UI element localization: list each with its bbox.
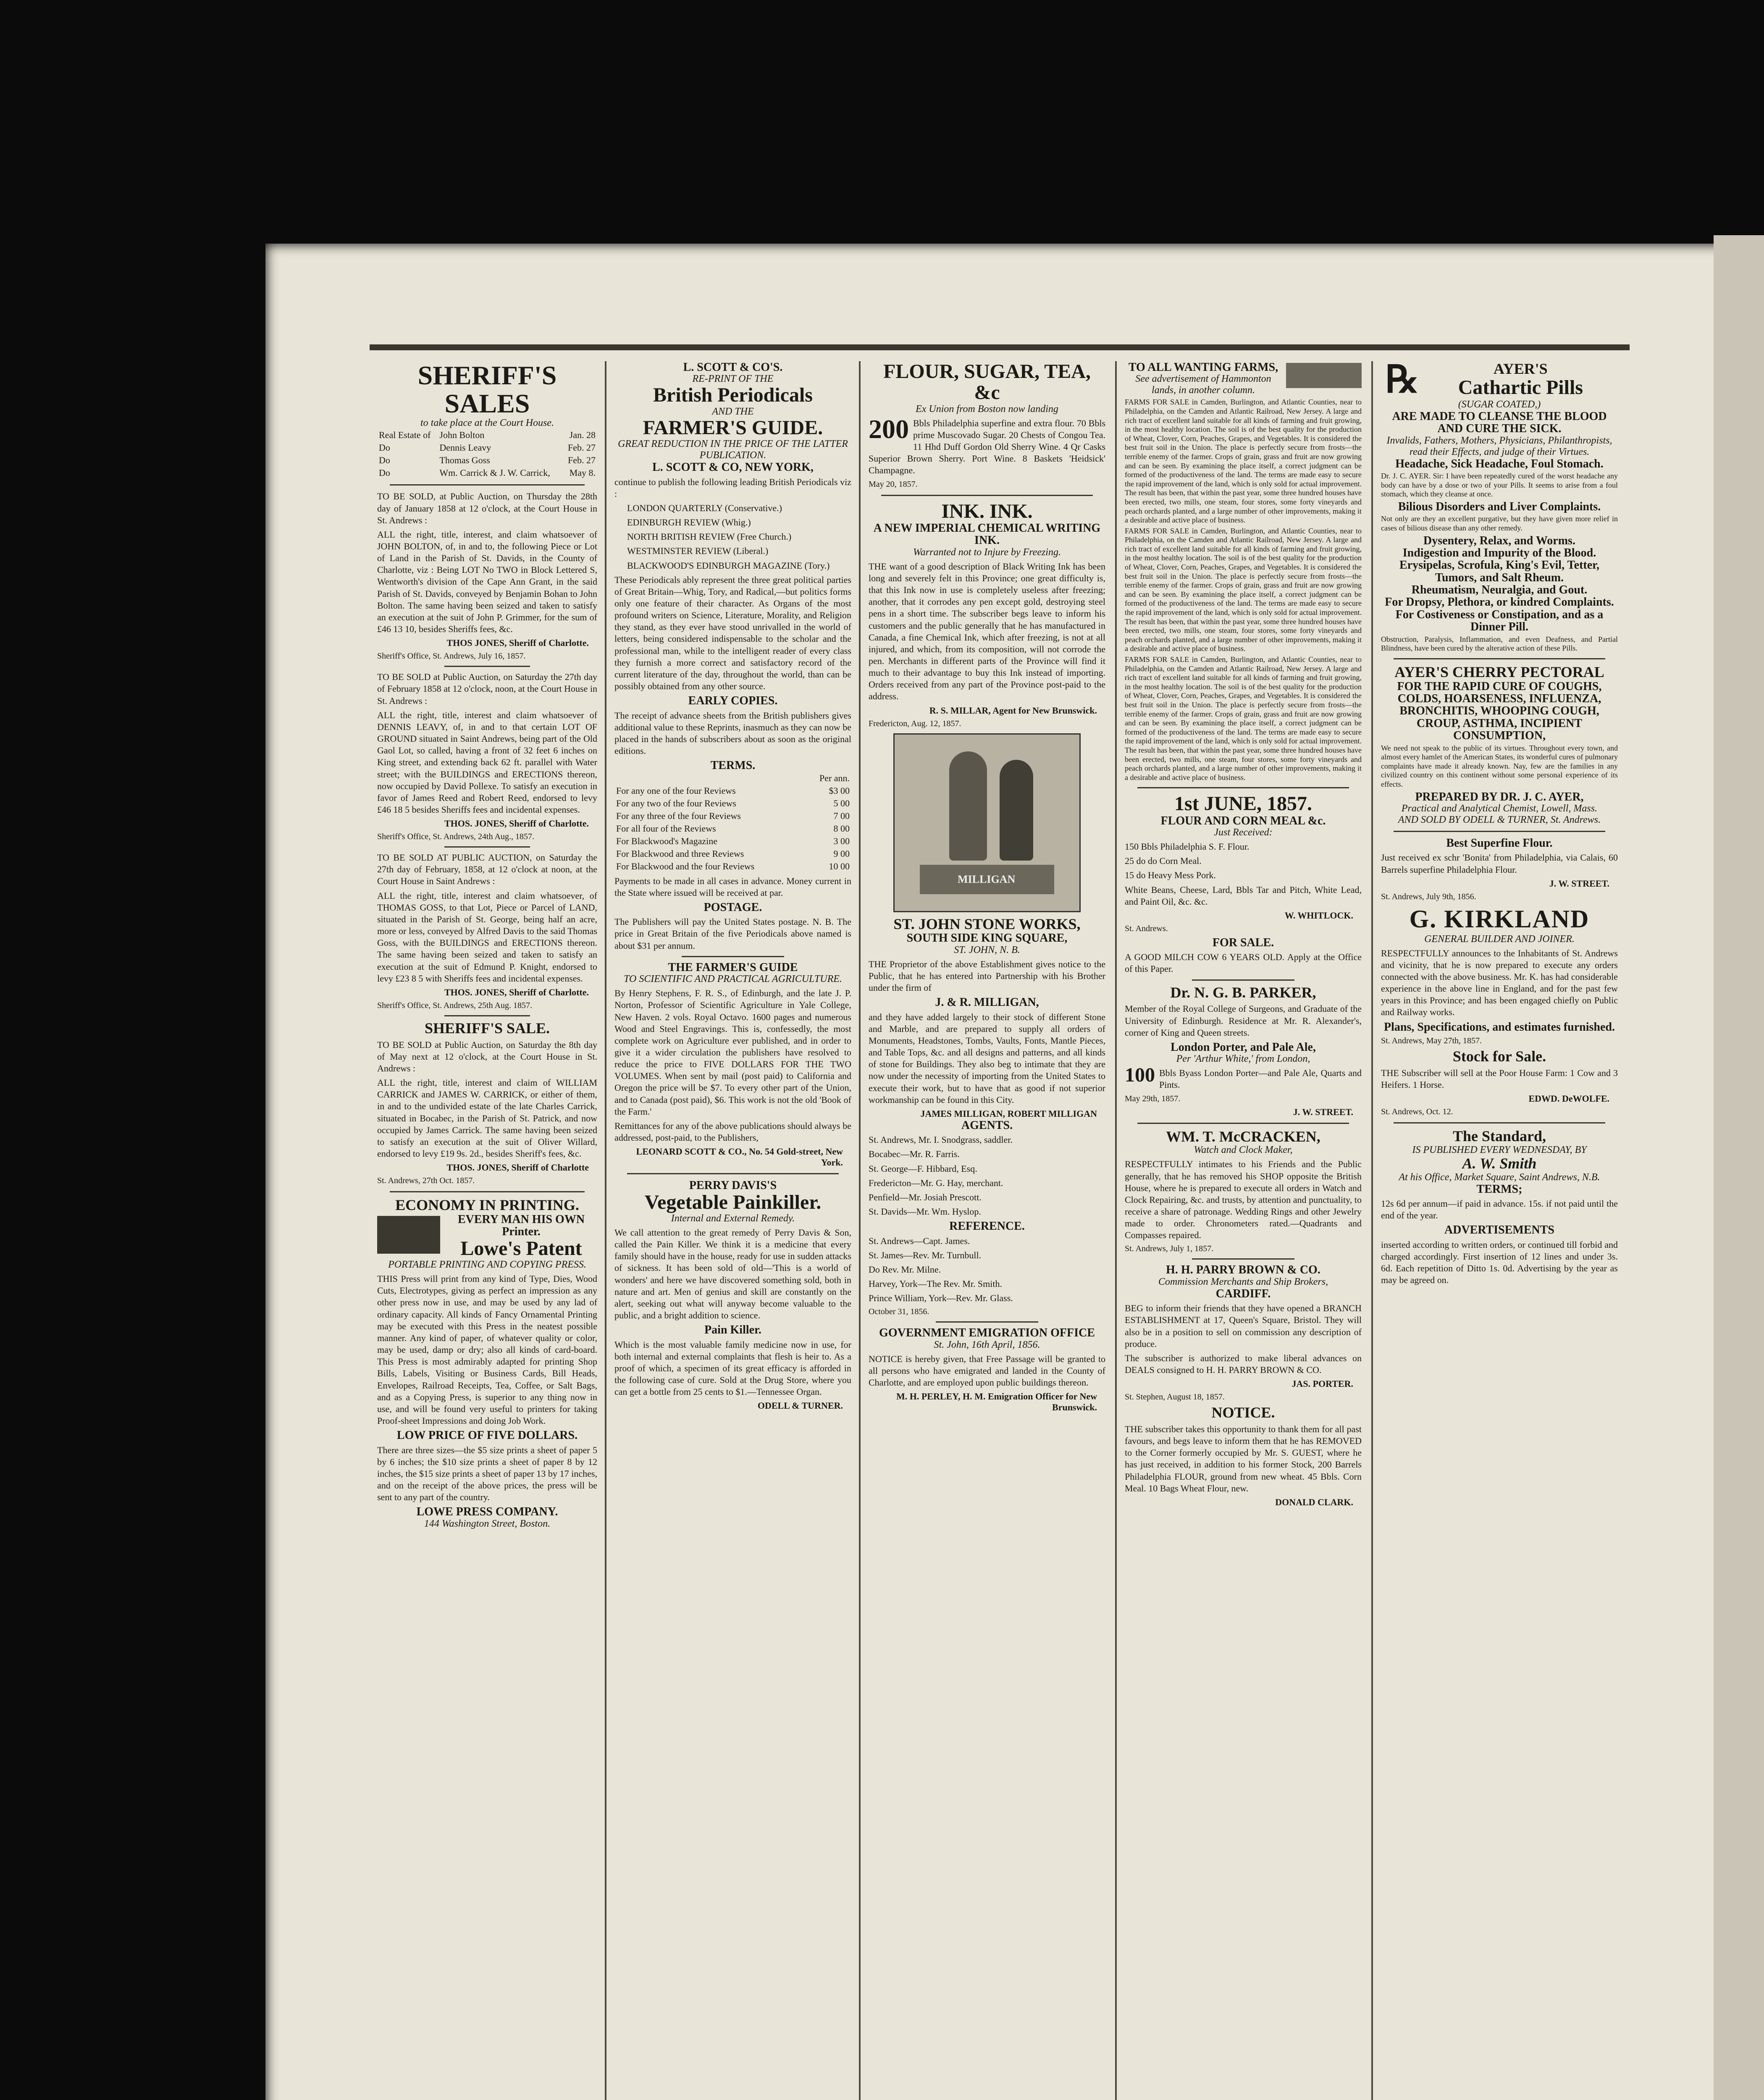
column-3 [861,361,1113,2100]
reference-heading: REFERENCE. [949,1220,1025,1233]
painkiller-body: We call attention to the great remedy of Perry Davis & Son, called the Pain Killer. We think it is a medicine that every family should have in the house, ready for use in sudden attacks of sickness. It has been sold of old—'This is a world of wonders' and here we have discovered something sold, both in nature and art. Men of genius and skill are constantly on the alert, seeking out what will anyway become valuable to the public, and a bright addition to science. [614,1227,851,1321]
stone-works-signature: JAMES MILLIGAN, ROBERT MILLIGAN [920,1108,1097,1119]
flour-count: 200 [869,414,909,444]
ink-subtitle: A NEW IMPERIAL CHEMICAL WRITING INK. [873,521,1101,547]
doctor-title: Dr. N. G. B. PARKER, [1170,984,1316,1001]
mccracken-body: RESPECTFULLY intimates to his Friends and the Public generally, that he has removed his SHOP opposite the British House, where he is prepared to execute all orders in Watch and Clock Repairing, &c. and trusts, by attention and punctuality, to receive a share of patronage. Wedding Rings and other Jewelry made to order. Chronometers rated.—Quadrants and Compasses repaired. [1125,1159,1362,1241]
emigration-subheading: St. John, 16th April, 1856. [934,1339,1040,1350]
lowe-title: Lowe's Patent [460,1237,582,1260]
schedule-row: Do Dennis Leavy Feb. 27 [379,442,596,453]
schedule-row: Do Thomas Goss Feb. 27 [379,455,596,466]
sale-lead: TO BE SOLD, at Public Auction, on Thursday the 28th day of January 1858 at 12 o'clock, at the Court House in St. Andrews : [377,491,597,525]
sales-schedule [377,429,597,479]
stone-works-engraving [893,733,1081,912]
painkiller-title: Vegetable Painkiller. [644,1191,822,1213]
scott-top: L. SCOTT & CO'S. [683,361,783,374]
farmers-guide-title: FARMER'S GUIDE. [643,416,823,439]
publisher-name: L. SCOTT & CO, NEW YORK, [652,461,814,474]
ayer-subtitle: Invalids, Fathers, Mothers, Physicians, Philanthropists, read their Effects, and judge of their Virtues. [1386,435,1612,457]
sale-lead: TO BE SOLD at Public Auction, on Saturday the 8th day of May next at 12 o'clock, at the Court House in St. Andrews : [377,1039,597,1074]
flour-cornmeal-item: 15 do Heavy Mess Pork. [1125,870,1216,881]
agents-heading: AGENTS. [961,1118,1013,1132]
sale-signature: THOS. JONES, Sheriff of Charlotte [446,1162,589,1173]
figure-mason-icon [1000,760,1033,861]
farms-body-continued: FARMS FOR SALE in Camden, Burlington, and Atlantic Counties, near to Philadelphia, on the Camden and Atlantic Railroad, New Jersey. A large and rich tract of excellent land suitable for all kinds of farming and fruit growing, in the most healthy location. The soil is of the best quality for the production of Wheat, Clover, Corn, Peaches, Grapes, and Vegetables. It is considered the best fruit soil in the Union. The place is perfectly secure from frosts—the terrible enemy of the farmer. Crops of grain, grass and fruit are now growing and can be seen. By examining the place itself, a correct judgment can be formed of the productiveness of the land. The terms are made easy to secure the rapid improvement of the land, which is only sold for actual improvement. The result has been, that within the past year, some three hundred houses have been erected, two mills, one steam, four stores, some forty vineyards and peach orchards planted, and a large number of other improvements, making it a desirable and active place of business. [1125,526,1362,653]
stone-works-city: ST. JOHN, N. B. [954,944,1020,956]
ayer-section-body: Dr. J. C. AYER. Sir: I have been repeatedly cured of the worst headache any body can have by a dose or two of your Pills. It seems to arise from a foul stomach, which they cleanse at once. [1381,472,1618,499]
column-2 [607,361,859,2100]
ink-signature: R. S. MILLAR, Agent for New Brunswick. [929,705,1097,716]
column-rule [1115,361,1117,2100]
ayer-section-heading: For Costiveness or Constipation, and as a Dinner Pill. [1395,608,1604,634]
reference-item: St. James—Rev. Mr. Turnbull. [869,1250,982,1260]
terms-note: Payments to be made in all cases in advance. Money current in the State where issued will be received at par. [614,875,851,898]
postage-heading: POSTAGE. [704,900,762,914]
ink-body: THE want of a good description of Black Writing Ink has been long and severely felt in this Province; one great difficulty is, that this Ink now in use is completely useless after freezing; another, that it corrodes any pen except gold, destroying steel pens in a short time. The subscriber begs leave to inform his customers and the public generally that he has manufactured in Canada, a fine Chemical Ink, which after freezing, is not at all injured, and which, from its composition, will not corrode the pen. Merchants in different parts of the Province will find it much to their advantage to buy this Ink instead of importing. Orders received from any part of the Province post-paid to the address. [869,561,1105,702]
press-block [377,1213,597,1259]
sale-body: ALL the right, title, interest, and claim whatsoever of JOHN BOLTON, of, in and to, the following Piece or Lot of Land in the Parish of St. Davids, in the County of Charlotte, viz : Being LOT No TWO in Block Lettered S, Wentworth's division of the Cape Ann Grant, in the said Parish of St. Davids, conveyed by Benjamin Bohan to John Bolton. The same having been seized and taken to satisfy an execution at the suit of John P. Grimmer, for the sum of £46 13 10, besides Sheriffs fees, &c. [377,529,597,635]
agent-item: Fredericton—Mr. G. Hay, merchant. [869,1177,1003,1188]
flour-items: Bbls Philadelphia superfine and extra flour. 70 Bbls prime Muscovado Sugar. 20 Chests of Congou Tea. 11 Hhd Duff Gordon Old Sherry Wine. 4 Qr Casks Superior Brown Sherry. Port Wine. 8 Baskets 'Heidsick' Champagne. [869,417,1105,476]
emigration-body: NOTICE is hereby given, that Free Passage will be granted to all persons who have emigrated and landed in the County of Charlotte, and are employed upon public buildings thereon. [869,1353,1105,1388]
reference-item: St. Andrews—Capt. James. [869,1235,970,1246]
column-rule [859,361,861,2100]
perry-davis-top: PERRY DAVIS'S [689,1179,777,1192]
lowe-company: LOWE PRESS COMPANY. [416,1505,558,1519]
lowe-price: LOW PRICE OF FIVE DOLLARS. [396,1429,578,1442]
periodical-item: LONDON QUARTERLY (Conservative.) [627,502,782,513]
terms-row: For Blackwood and the four Reviews 10 00 [616,861,850,872]
lowe-address: 144 Washington Street, Boston. [424,1518,551,1529]
rx-symbol-icon: ℞ [1385,361,1419,401]
stone-works-firm: J. & R. MILLIGAN, [935,996,1039,1009]
terms-heading: TERMS. [710,759,756,772]
parry-brown-signature: JAS. PORTER. [1292,1378,1353,1389]
lowe-sizes: There are three sizes—the $5 size prints a sheet of paper 5 by 6 inches; the $10 size prints a sheet of paper 8 by 12 inches, the $15 size prints a sheet of paper 13 by 17 inches, and on the receipt of the above prices, the press will be sent to any part of the country. [377,1444,597,1503]
porter-date: May 29th, 1857. [1125,1094,1181,1103]
notice-signature: DONALD CLARK. [1275,1496,1353,1507]
standard-publisher: A. W. Smith [1462,1155,1537,1172]
figure-statue-icon [949,751,987,861]
standard-office: At his Office, Market Square, Saint Andrews, N.B. [1399,1171,1600,1183]
sale-body: ALL the right, title, interest and claim of WILLIAM CARRICK and JAMES W. CARRICK, or either of them, in and to the undivided estate of the late Charles Carrick, situated in Bocabec, in the Parish of St. Patrick, and now occupied by James Carrick. The same having been seized to satisfy an execution at the suit of Oliver Willard, endorsed to levy £19 9s. 2d., besides Sheriff's fees, &c. [377,1077,597,1159]
flour-intro: Ex Union from Boston now landing [916,403,1058,415]
british-periodicals-title: British Periodicals [653,384,813,407]
agent-item: St. George—F. Hibbard, Esq. [869,1163,977,1174]
terms-row: For any two of the four Reviews 5 00 [616,798,850,808]
standard-terms-body: 12s 6d per annum—if paid in advance. 15s. if not paid until the end of the year. [1381,1198,1618,1221]
porter-body: Bbls Byass London Porter—and Pale Ale, Quarts and Pints. [1159,1068,1362,1090]
sheriffs-sales-title: SHERIFF'S SALES [417,361,557,419]
kirkland-plans: Plans, Specifications, and estimates furnished. [1384,1020,1615,1034]
ayer-section-heading: Erysipelas, Scrofula, King's Evil, Tetter, Tumors, and Salt Rheum. [1399,559,1600,584]
guide-subheading: TO SCIENTIFIC AND PRACTICAL AGRICULTURE. [624,974,842,985]
periodical-item: NORTH BRITISH REVIEW (Free Church.) [627,531,792,542]
superfine-flour-signature: J. W. STREET. [1549,878,1609,889]
ink-warranty: Warranted not to Injure by Freezing. [913,546,1061,558]
ayer-title: AYER'S [1493,361,1548,377]
ink-title: INK. INK. [941,500,1033,522]
sale-signature: THOS. JONES, Sheriff of Charlotte. [444,987,589,998]
pain-killer-body: Which is the most valuable family medicine now in use, for both internal and external complaints that flesh is heir to. As a proof of which, a specimen of its great efficacy is afforded in the following case of cure. Sold at the Drug Store, where you can get a bottle from 25 cents to $1.—Tennessee Organ. [614,1339,851,1397]
pain-killer-heading: Pain Killer. [704,1323,761,1337]
farms-body: FARMS FOR SALE in Camden, Burlington, and Atlantic Counties, near to Philadelphia, on the Camden and Atlantic Railroad, New Jersey. A large and rich tract of excellent land suitable for all kinds of farming and fruit growing, in the most healthy location. The soil is of the best quality for the production of Wheat, Clover, Corn, Peaches, Grapes, and Vegetables. It is considered the best fruit soil in the Union. The place is perfectly secure from frosts—the terrible enemy of the farmer. Crops of grain, grass and fruit are now growing and can be seen. By examining the place itself, a correct judgment can be formed of the productiveness of the land. The terms are made easy to secure the rapid improvement of the land, which is only sold for actual improvement. The result has been, that within the past year, some three hundred houses have been erected, two mills, one steam, four stores, some forty vineyards and peach orchards planted, and a large number of other improvements, making it a desirable and active place of business. [1125,398,1362,525]
engraving-label: MILLIGAN [958,873,1016,885]
stock-sale-date: St. Andrews, Oct. 12. [1381,1107,1453,1117]
sale-lead: TO BE SOLD AT PUBLIC AUCTION, on Saturday the 27th day of February, 1858, at 12 o'clock at noon, at the Court House in Saint Andrews : [377,852,597,887]
painkiller-signature: ODELL & TURNER. [757,1400,843,1411]
parry-brown-subtitle: Commission Merchants and Ship Brokers, [1158,1276,1328,1287]
ayer-section-heading: Headache, Sick Headache, Foul Stomach. [1395,457,1604,470]
sale-office: Sheriff's Office, St. Andrews, July 16, 1857. [377,651,526,661]
farm-engraving-icon [1286,363,1362,388]
column-1 [370,361,605,2100]
flour-cornmeal-item: White Beans, Cheese, Lard, Bbls Tar and Pitch, White Lead, and Paint Oil, &c. &c. [1125,884,1362,907]
porter-signature: J. W. STREET. [1293,1106,1353,1117]
porter-title: London Porter, and Pale Ale, [1171,1040,1316,1054]
printing-press-icon [377,1216,440,1254]
guide-heading: THE FARMER'S GUIDE [668,961,798,974]
schedule-row: Real Estate of John Bolton Jan. 28 [379,430,596,441]
masthead-rule [370,344,1630,350]
flour-cornmeal-item: 25 do do Corn Meal. [1125,856,1202,866]
remit-note: Remittances for any of the above publications should always be addressed, post-paid, to the Publishers, [614,1120,851,1143]
ayer-section-heading: Dysentery, Relax, and Worms. [1423,534,1575,547]
doctor-body: Member of the Royal College of Surgeons, and Graduate of the University of Edinburgh. Residence at Mr. R. Alexander's, corner of King and Queen streets. [1125,1003,1362,1038]
farms-title: TO ALL WANTING FARMS, [1128,361,1278,374]
ink-date: Fredericton, Aug. 12, 1857. [869,719,961,728]
schedule-row: Do Wm. Carrick & J. W. Carrick, May 8. [379,467,596,478]
flour-cornmeal-place: St. Andrews. [1125,924,1168,933]
terms-row: For any three of the four Reviews 7 00 [616,810,850,821]
early-copies-heading: EARLY COPIES. [688,694,778,708]
prepared-sold-by: AND SOLD BY ODELL & TURNER, St. Andrews. [1398,814,1601,825]
reference-item: Harvey, York—The Rev. Mr. Smith. [869,1278,1002,1289]
kirkland-body: RESPECTFULLY announces to the Inhabitants of St. Andrews and vicinity, that he is now prepared to execute any orders connected with the above business. Mr. K. has had considerable experience in the above line in England, and for the past few years in this Province; and has been engaged chiefly on Public and Railway works. [1381,948,1618,1018]
stone-works-body2: and they have added largely to their stock of different Stone and Marble, and are prepared to supply all orders of Monuments, Headstones, Tombs, Vaults, Fonts, Mantle Pieces, and Table Tops, &c. and all designs and patterns, and all kinds of stone for Buildings. They also beg to intimate that they are now under the necessity of importing from the United States to execute their work, but to have that as good if not superior workmanship can be found in this City. [869,1011,1105,1105]
publisher-intro: continue to publish the following leading British Periodicals viz : [614,476,851,499]
postage-body: The Publishers will pay the United States postage. N. B. The price in Great Britain of the five Periodicals above named is about $31 per annum. [614,916,851,951]
notice-heading: NOTICE. [1211,1404,1275,1421]
agent-item: Bocabec—Mr. R. Farris. [869,1149,960,1160]
parry-brown-city: CARDIFF. [1215,1287,1271,1300]
agent-item: St. Andrews, Mr. I. Snodgrass, saddler. [869,1134,1013,1145]
ayer-section-heading: For Dropsy, Plethora, or kindred Complaints. [1385,596,1614,609]
ayer-section-body: Obstruction, Paralysis, Inflammation, and even Deafness, and Partial Blindness, have been cured by the alterative action of these Pills. [1381,635,1618,653]
ayer-section-heading: Indigestion and Impurity of the Blood. [1402,546,1596,559]
reference-item: Do Rev. Mr. Milne. [869,1264,941,1275]
sheriffs-sales-subtitle: to take place at the Court House. [420,417,554,429]
mccracken-subtitle: Watch and Clock Maker, [1194,1144,1293,1156]
cow-body: A GOOD MILCH COW 6 YEARS OLD. Apply at the Office of this Paper. [1125,952,1362,974]
reference-date: October 31, 1856. [869,1307,929,1317]
farms-subtitle: See advertisement of Hammonton lands, in another column. [1135,373,1271,396]
agent-item: Penfield—Mr. Josiah Prescott. [869,1192,982,1202]
prepared-by: PREPARED BY DR. J. C. AYER, [1415,790,1584,803]
ayer-section-heading: Bilious Disorders and Liver Complaints. [1398,500,1601,513]
advertisements-body: inserted according to written orders, or continued till forbid and charged accordingly. First insertion of 12 lines and under 3s. 6d. Each repetition of Ditto 1s. 0d. Advertising by the year as may be agreed on. [1381,1239,1618,1286]
flour-cornmeal-signature: W. WHITLOCK. [1284,910,1353,921]
remit-signature: LEONARD SCOTT & CO., No. 54 Gold-street, New York. [636,1146,843,1168]
reduction-note: GREAT REDUCTION IN THE PRICE OF THE LATTER PUBLICATION. [618,438,848,461]
sale-lead: TO BE SOLD at Public Auction, on Saturday the 27th day of February 1858 at 12 o'clock, noon, at the Court House in St. Andrews : [377,672,597,706]
ayer-coated: (SUGAR COATED,) [1458,399,1541,410]
superfine-flour-date: St. Andrews, July 9th, 1856. [1381,892,1476,901]
periodical-item: EDINBURGH REVIEW (Whig.) [627,517,751,528]
agent-item: St. Davids—Mr. Wm. Hyslop. [869,1206,981,1217]
stock-sale-title: Stock for Sale. [1452,1047,1546,1065]
sale-office: St. Andrews, 27th Oct. 1857. [377,1176,475,1186]
sheriffs-sale-heading: SHERIFF'S SALE. [424,1019,550,1037]
press-tagline: EVERY MAN HIS OWN Printer. [457,1213,585,1239]
standard-title: The Standard, [1452,1128,1546,1145]
cow-heading: FOR SALE. [1212,936,1274,949]
stock-sale-body: THE Subscriber will sell at the Poor House Farm: 1 Cow and 3 Heifers. 1 Horse. [1381,1067,1618,1090]
guide-body: By Henry Stephens, F. R. S., of Edinburgh, and the late J. P. Norton, Professor of Scientific Agriculture in Yale College, New Haven. 2 vols. Royal Octavo. 1600 pages and numerous Wood and Steel Engravings. This is, confessedly, the most complete work on Agriculture ever published, and in order to give it a wider circulation the publishers have resolved to reduce the price to FIVE DOLLARS FOR THE TWO VOLUMES. When sent by mail (post paid) to California and Oregon the price will be $7. To every other part of the Union, and to Canada (post paid), $6. This work is not the old 'Book of the Farm.' [614,988,851,1117]
sale-body: ALL the right, title, interest and claim whatsoever of DENNIS LEAVY, of, in and to that certain LOT OF GROUND situated in Saint Andrews, being part of the Old Gaol Lot, so called, having a front of 32 feet 6 inches on King street, and extending back 62 ft. parallel with Water street; with the BUILDINGS and ERECTIONS thereon, now occupied by David Pollexe. To satisfy an execution in favor of James Reed and Robert Reed, endorsed to levy £46 18 5 besides Sheriffs fees and incidental expenses. [377,709,597,815]
adjacent-page-edge [1714,235,1764,2100]
prepared-by-sub: Practical and Analytical Chemist, Lowell, Mass. [1401,803,1598,814]
early-copies-body: The receipt of advance sheets from the British publishers gives additional value to these Reprints, inasmuch as they can now be placed in the hands of subscribers about as soon as the original editions. [614,710,851,756]
superfine-flour-title: Best Superfine Flour. [1446,836,1553,850]
sale-office: Sheriff's Office, St. Andrews, 25th Aug. 1857. [377,1000,532,1010]
mccracken-date: St. Andrews, July 1, 1857. [1125,1244,1214,1254]
flour-sugar-title: FLOUR, SUGAR, TEA, &c [883,361,1091,404]
stock-sale-signature: EDWD. DeWOLFE. [1528,1093,1609,1104]
porter-count: 100 [1125,1064,1155,1087]
parry-brown-date: St. Stephen, August 18, 1857. [1125,1392,1225,1402]
cherry-pectoral-title: AYER'S CHERRY PECTORAL [1394,663,1604,680]
stone-works-title: ST. JOHN STONE WORKS, [893,915,1081,932]
sale-body: ALL the right, title, interest and claim whatsoever, of THOMAS GOSS, to that Lot, Piece or Parcel of LAND, situated in the Parish of St. George, being half an acre, more or less, conveyed by Alfred Davis to the said Thomas Goss, with the BUILDINGS and ERECTIONS thereon. The same having been seized and taken to satisfy an execution at the suit of Edmund P. Knight, endorsed to levy £23 8 5 with Sheriffs fees and incidental expenses. [377,890,597,984]
ayer-section-heading: Rheumatism, Neuralgia, and Gout. [1411,583,1588,597]
ayer-tagline: ARE MADE TO CLEANSE THE BLOOD AND CURE THE SICK. [1392,410,1607,436]
periodical-item: WESTMINSTER REVIEW (Liberal.) [627,546,769,556]
kirkland-title: G. KIRKLAND [1409,905,1590,933]
flour-cornmeal-item: 150 Bbls Philadelphia S. F. Flour. [1125,841,1250,852]
emigration-heading: GOVERNMENT EMIGRATION OFFICE [879,1326,1095,1340]
cherry-pectoral-subtitle: FOR THE RAPID CURE OF COUGHS, COLDS, HOARSENESS, INFLUENZA, BRONCHITIS, WHOOPING COUGH, CROUP, ASTHMA, INCIPIENT CONSUMPTION, [1397,680,1602,743]
flour-date: May 20, 1857. [869,479,918,489]
porter-subtitle: Per 'Arthur White,' from London, [1176,1053,1310,1065]
column-4 [1117,361,1369,2100]
terms-row: For any one of the four Reviews $3 00 [616,785,850,796]
standard-subtitle: IS PUBLISHED EVERY WEDNESDAY, BY [1412,1144,1587,1155]
kirkland-date: St. Andrews, May 27th, 1857. [1381,1036,1482,1045]
sale-office: Sheriff's Office, St. Andrews, 24th Aug., 1857. [377,832,534,842]
painkiller-subtitle: Internal and External Remedy. [671,1213,795,1224]
cathartic-pills-title: Cathartic Pills [1458,376,1583,399]
parry-brown-body2: The subscriber is authorized to make liberal advances on DEALS consigned to H. H. PARRY BROWN & CO. [1125,1352,1362,1376]
and-the-label: AND THE [712,406,754,417]
periodicals-body: These Periodicals ably represent the three great political parties of Great Britain—Whig, Tory, and Radical,—but politics forms only one feature of their character. As Organs of the most profound writers on Science, Literature, Morality, and Religion they stand, as they ever have stood unrivalled in the world of letters, being considered indispensable to the scholar and the professional man, while to the intelligent reader of every class they furnish a more correct and satisfactory record of the current literature of the day, throughout the world, than can be possibly obtained from any other source. [614,574,851,692]
flour-cornmeal-intro: Just Received: [1214,827,1273,838]
sale-signature: THOS JONES, Sheriff of Charlotte. [446,638,589,648]
flour-cornmeal-title: FLOUR AND CORN MEAL &c. [1160,814,1326,827]
ayer-section-body: Not only are they an excellent purgative, but they have given more relief in cases of bilious disease than any other remedy. [1381,514,1618,532]
periodical-item: BLACKWOOD'S EDINBURGH MAGAZINE (Tory.) [627,560,830,571]
sale-signature: THOS. JONES, Sheriff of Charlotte. [444,818,589,829]
lowe-body: THIS Press will print from any kind of Type, Dies, Wood Cuts, Electrotypes, giving as perfect an impression as any other press now in use, and may be used by any lad of ordinary capacity. All kinds of Fancy Ornamental Printing may be executed with this Press in the neatest possible manner. Any kind of paper, of whatever quality or color, may be used, damp or dry; also all kinds of card-board. This Press is most admirably adapted for printing Shop Bills, Labels, Visiting or Business Cards, Bill Heads, Envelopes, Railroad Receipts, Tea, Coffee, or Salt Bags, and as a Copying Press, is superior to any thing now in use, and will be found very useful to printers for taking Proof-sheet Impressions and doing Job Work. [377,1273,597,1426]
column-rule [1371,361,1373,2100]
mccracken-title: WM. T. McCRACKEN, [1166,1128,1320,1145]
farms-body-continued: FARMS FOR SALE in Camden, Burlington, and Atlantic Counties, near to Philadelphia, on the Camden and Atlantic Railroad, New Jersey. A large and rich tract of excellent land suitable for all kinds of farming and fruit growing, in the most healthy location. The soil is of the best quality for the production of Wheat, Clover, Corn, Peaches, Grapes, and Vegetables. It is considered the best fruit soil in the Union. The place is perfectly secure from frosts—the terrible enemy of the farmer. Crops of grain, grass and fruit are now growing and can be seen. By examining the place itself, a correct judgment can be formed of the productiveness of the land. The terms are made easy to secure the rapid improvement of the land, which is only sold for actual improvement. The result has been, that within the past year, some three hundred houses have been erected, two mills, one steam, four stores, some forty vineyards and peach orchards planted, and a large number of other improvements, making it a desirable and active place of business. [1125,655,1362,782]
notice-body: THE subscriber takes this opportunity to thank them for all past favours, and begs leave to inform them that he has REMOVED to the Corner formerly occupied by Mr. S. GUEST, where he has just received, in addition to his former Stock, 200 Barrels Philadelphia FLOUR, ground from new wheat. 45 Bbls. Corn Meal. 10 Bags Wheat Flour, new. [1125,1423,1362,1494]
lowe-subtitle: PORTABLE PRINTING AND COPYING PRESS. [388,1259,586,1270]
column-rule [605,361,606,2100]
stone-works-address: SOUTH SIDE KING SQUARE, [906,932,1068,945]
stone-works-body: THE Proprietor of the above Establishment gives notice to the Public, that he has entered into Partnership with his Brother under the firm of [869,958,1105,993]
terms-row: For all four of the Reviews 8 00 [616,823,850,834]
superfine-flour-body: Just received ex schr 'Bonita' from Philadelphia, via Calais, 60 Barrels superfine Philadelphia Flour. [1381,852,1618,875]
terms-row: For Blackwood's Magazine 3 00 [616,835,850,846]
reference-item: Prince William, York—Rev. Mr. Glass. [869,1293,1013,1304]
column-5 [1373,361,1625,2100]
reprint-label: RE-PRINT OF THE [692,373,774,385]
june-title: 1st JUNE, 1857. [1174,793,1312,815]
terms-table: Per ann. For any one of the four Reviews $3 00 For any two of the four Reviews 5 00 For any three of the four Reviews 7 00 For all four of the Reviews 8 00 For Blackwood's Magazine 3 00 For Blackwood and three Reviews 9 00 For Blackwood and the four Reviews 10 00 [614,772,851,873]
economy-heading: ECONOMY IN PRINTING. [395,1197,579,1214]
emigration-signature: M. H. PERLEY, H. M. Emigration Officer for New Brunswick. [896,1391,1097,1413]
standard-terms-heading: TERMS; [1476,1182,1522,1196]
parry-brown-title: H. H. PARRY BROWN & CO. [1166,1263,1320,1277]
terms-row: For Blackwood and three Reviews 9 00 [616,848,850,859]
cherry-pectoral-body: We need not speak to the public of its virtues. Throughout every town, and almost every hamlet of the American States, its wonderful cures of pulmonary complaints have made it already known. Nay, few are the families in any civilized country on this continent without some personal experience of its effects. [1381,743,1618,788]
advertisements-heading: ADVERTISEMENTS [1444,1223,1554,1237]
kirkland-subtitle: GENERAL BUILDER AND JOINER. [1424,933,1575,945]
parry-brown-body: BEG to inform their friends that they have opened a BRANCH ESTABLISHMENT at 17, Queen's Square, Bristol. They will also be in a position to sell on commission any description of produce. [1125,1303,1362,1349]
